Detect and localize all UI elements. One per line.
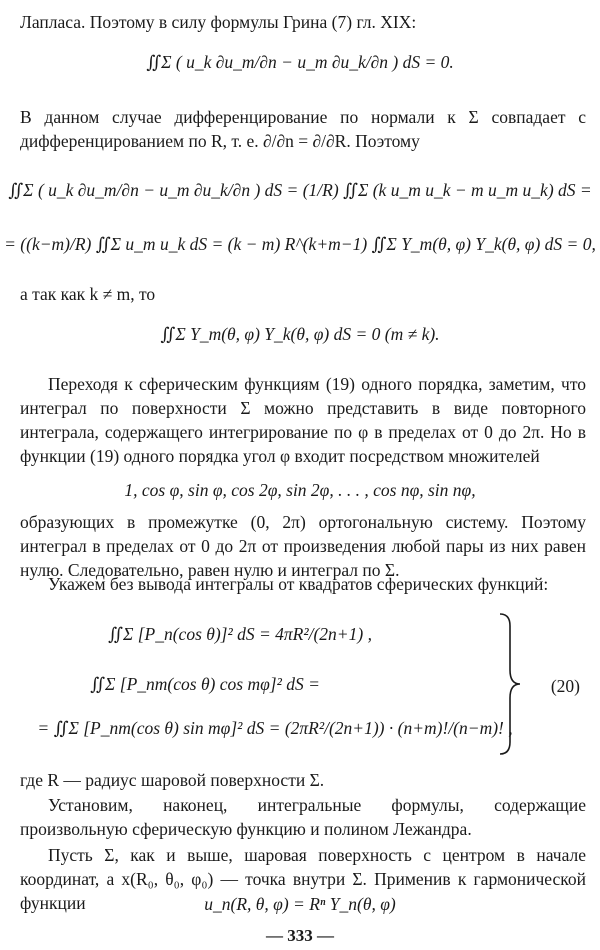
paragraph-squares: Укажем без вывода интегралы от квадратов сферических функций: [48, 574, 549, 594]
equation-harmonic-function: u_n(R, θ, φ) = Rⁿ Y_n(θ, φ) [204, 894, 396, 914]
equation-trig-list: 1, cos φ, sin φ, cos 2φ, sin 2φ, . . . , cos nφ, sin nφ, [124, 480, 476, 500]
equation-integral-line-1: ∬Σ ( u_k ∂u_m/∂n − u_m ∂u_k/∂n ) dS = (1/R) ∬Σ (k u_m u_k − m u_m u_k) dS = [8, 180, 592, 200]
equation-green: ∬Σ ( u_k ∂u_m/∂n − u_m ∂u_k/∂n ) dS = 0. [146, 52, 454, 72]
text-line-1: Лапласа. Поэтому в силу формулы Грина (7) гл. XIX: [20, 12, 417, 32]
paragraph-normal-derivative: В данном случае дифференцирование по нормали к Σ совпадает с дифференцированием по R, т. е. ∂/∂n = ∂/∂R. Поэтому [20, 107, 586, 151]
equation-number-20: (20) [550, 676, 580, 696]
equation-norm-line-3: = ∬Σ [P_nm(cos θ) sin mφ]² dS = (2πR²/(2n+1)) · (n+m)!/(n−m)! , [37, 718, 513, 738]
equation-orthogonality: ∬Σ Y_m(θ, φ) Y_k(θ, φ) dS = 0 (m ≠ k). [160, 324, 440, 344]
paragraph-spherical-functions: Переходя к сферическим функциям (19) одного порядка, заметим, что интеграл по поверхности Σ можно представить в виде повторного интеграла, содержащего интегрирование по φ в пределах от 0 до 2π. Но в функции (19) одного порядка угол φ входит посредством множителей [20, 374, 586, 466]
page-number: — 333 — [266, 926, 334, 945]
right-brace-icon [498, 612, 522, 756]
equation-norm-line-1: ∬Σ [P_n(cos θ)]² dS = 4πR²/(2n+1) , [108, 624, 372, 644]
paragraph-point-inside: Пусть Σ, как и выше, шаровая поверхность с центром в начале координат, а x(R₀, θ₀, φ₀) — точка внутри Σ. Применив к гармонической функции [20, 845, 586, 913]
equation-integral-line-2: = ((k−m)/R) ∬Σ u_m u_k dS = (k − m) R^(k+m−1) ∬Σ Y_m(θ, φ) Y_k(θ, φ) dS = 0, [4, 234, 596, 254]
equation-norm-line-2: ∬Σ [P_nm(cos θ) cos mφ]² dS = [90, 674, 320, 694]
paragraph-k-not-m: а так как k ≠ m, то [20, 284, 156, 304]
paragraph-integral-formulas: Установим, наконец, интегральные формулы, содержащие произвольную сферическую функцию и полином Лежандра. [20, 795, 586, 839]
paragraph-radius: где R — радиус шаровой поверхности Σ. [20, 770, 325, 790]
paragraph-orthogonal-system: образующих в промежутке (0, 2π) ортогональную систему. Поэтому интеграл в пределах от 0 до 2π от произведения любой пары из них равен нулю. Следовательно, равен нулю и интеграл по Σ. [20, 512, 586, 580]
